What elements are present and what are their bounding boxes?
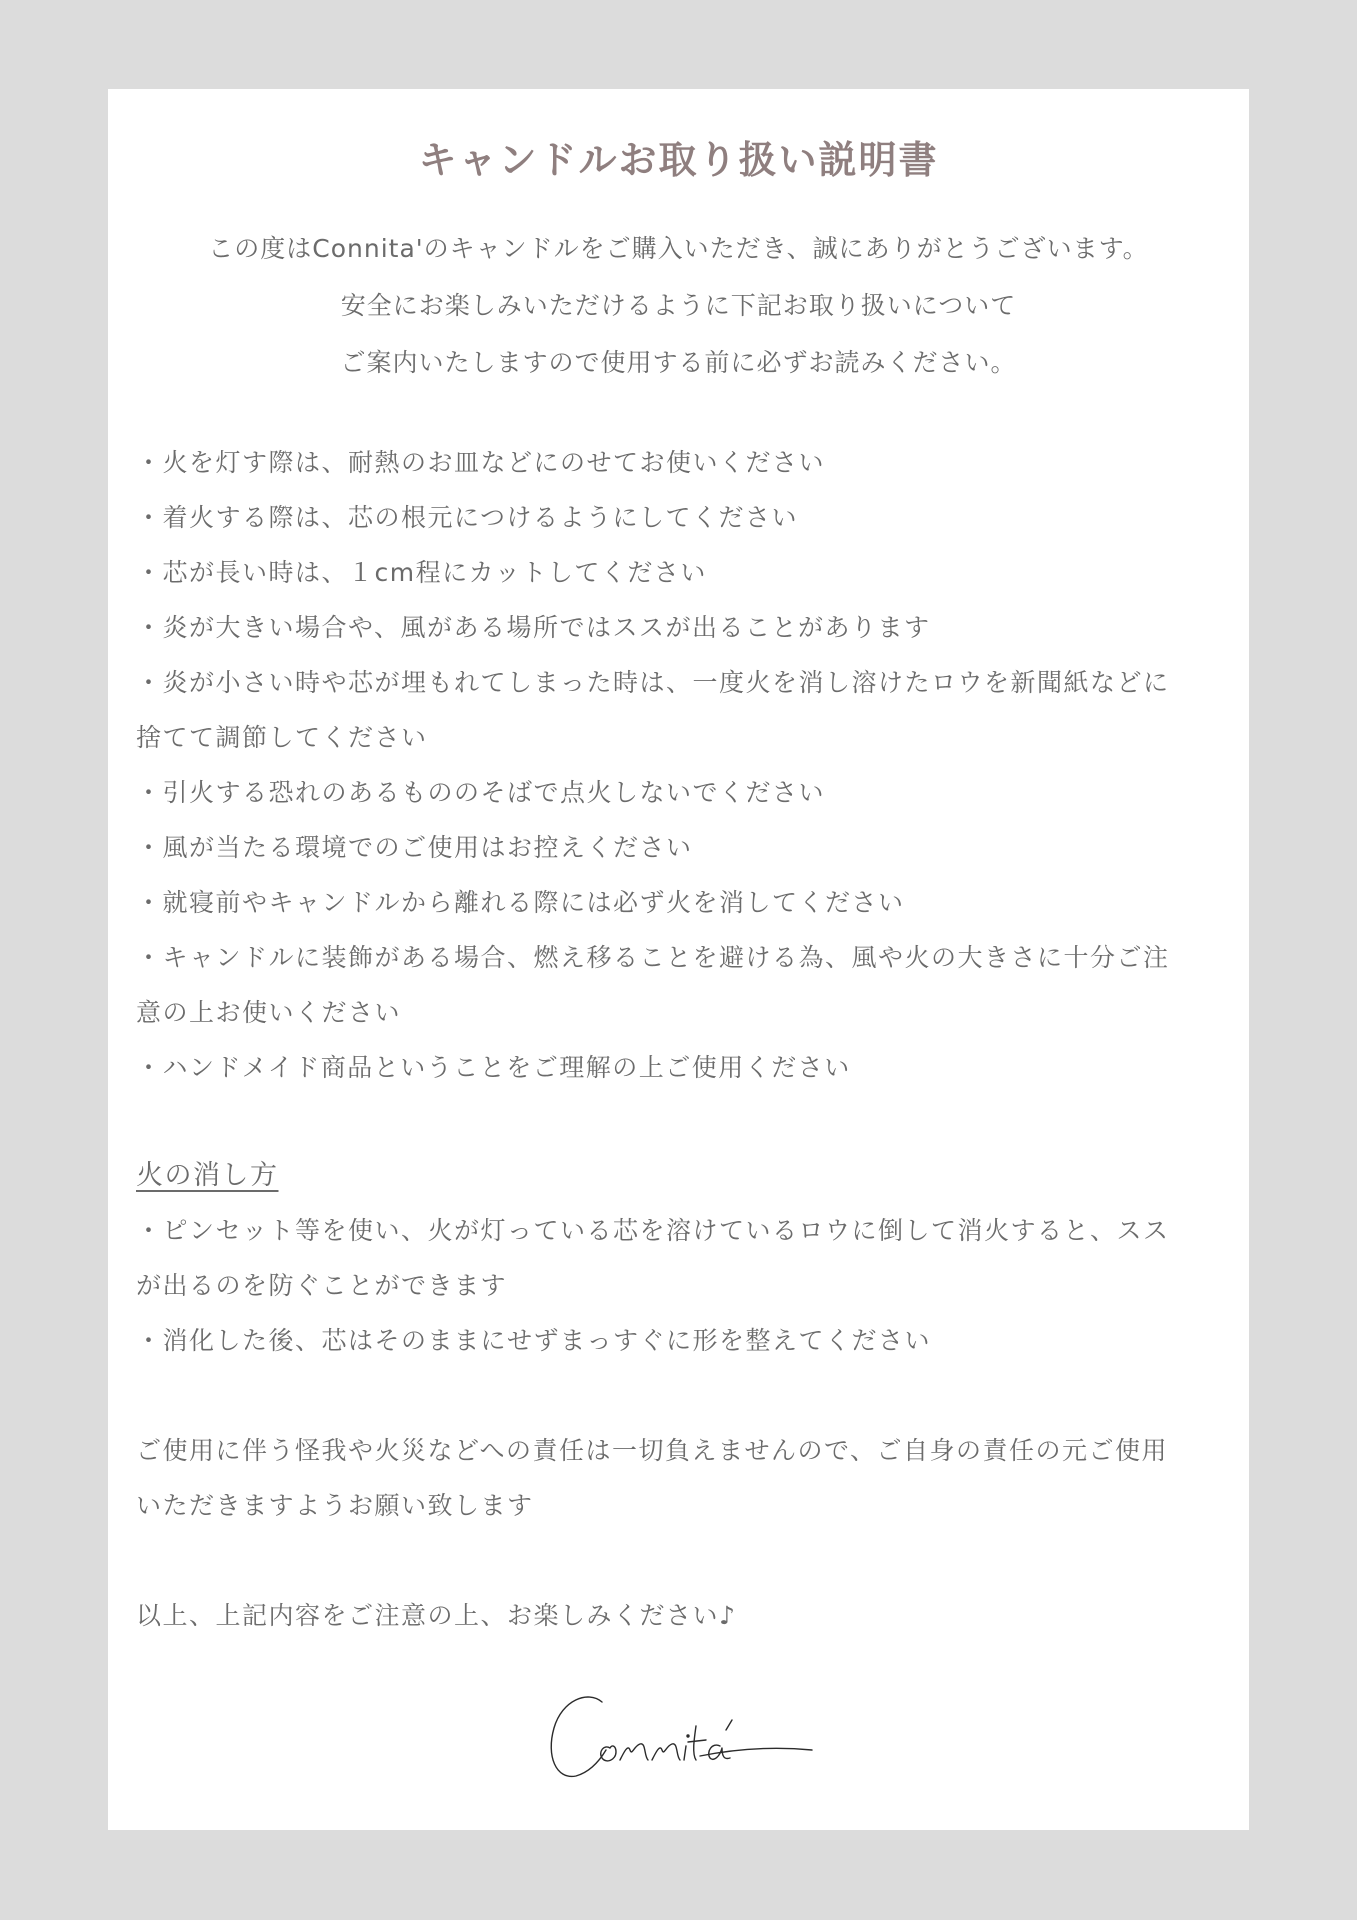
connita-signature-logo (540, 1680, 830, 1790)
intro-line: ご案内いたしますので使用する前に必ずお読みください。 (340, 348, 1017, 377)
intro-line: 安全にお楽しみいただけるように下記お取り扱いについて (340, 291, 1017, 320)
closing-paragraph (136, 1591, 1226, 1646)
caution-item: ・着火する際は、芯の根元につけるようにしてください (136, 503, 799, 532)
disclaimer-line: いただきますようお願い致します (136, 1491, 534, 1520)
caution-item: ・炎が小さい時や芯が埋もれてしまった時は、一度火を消し溶けたロウを新聞紙などに (136, 668, 1170, 697)
caution-item: ・キャンドルに装飾がある場合、燃え移ることを避ける為、風や火の大きさに十分ご注 (136, 943, 1170, 972)
caution-item: ・就寝前やキャンドルから離れる際には必ず火を消してください (136, 888, 905, 917)
extinguish-heading: 火の消し方 (136, 1160, 279, 1191)
intro-paragraph (0, 224, 1357, 395)
extinguish-item: ・ピンセット等を使い、火が灯っている芯を溶けているロウに倒して消火すると、スス (136, 1216, 1170, 1245)
caution-item-continued: 捨てて調節してください (136, 723, 428, 752)
extinguish-item: ・消化した後、芯はそのままにせずまっすぐに形を整えてください (136, 1326, 932, 1355)
extinguish-section (136, 1151, 1226, 1371)
disclaimer-paragraph (136, 1426, 1226, 1536)
caution-item-continued: 意の上お使いください (136, 998, 402, 1027)
document-title: キャンドルお取り扱い説明書 (418, 138, 939, 182)
intro-line: この度はConnita'のキャンドルをご購入いただき、誠にありがとうございます。 (208, 234, 1149, 263)
caution-item: ・引火する恐れのあるもののそばで点火しないでください (136, 778, 826, 807)
closing-line: 以上、上記内容をご注意の上、お楽しみください♪ (136, 1601, 737, 1630)
extinguish-item-continued: が出るのを防ぐことができます (136, 1271, 508, 1300)
caution-item: ・ハンドメイド商品ということをご理解の上ご使用ください (136, 1053, 851, 1082)
caution-list (136, 438, 1226, 1098)
caution-item: ・風が当たる環境でのご使用はお控えください (136, 833, 693, 862)
caution-item: ・火を灯す際は、耐熱のお皿などにのせてお使いください (136, 448, 826, 477)
caution-item: ・炎が大きい場合や、風がある場所ではススが出ることがあります (136, 613, 931, 642)
caution-item: ・芯が長い時は、１cm程にカットしてください (136, 558, 707, 587)
disclaimer-line: ご使用に伴う怪我や火災などへの責任は一切負えませんので、ご自身の責任の元ご使用 (136, 1436, 1169, 1465)
